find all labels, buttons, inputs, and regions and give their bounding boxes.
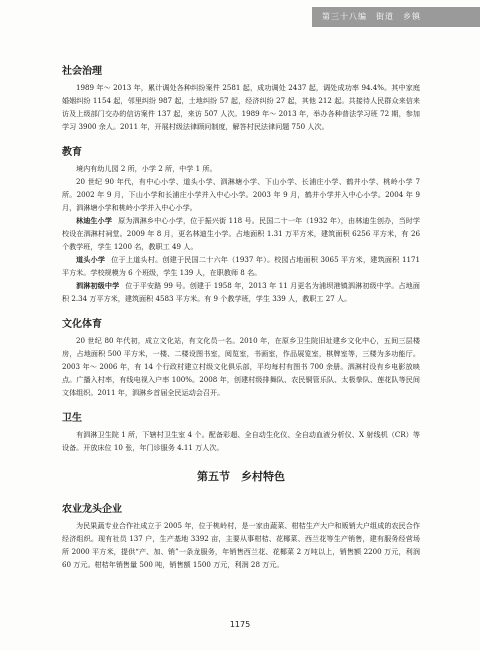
school-name: 泗淋初级中学 — [76, 281, 120, 290]
section-title: 农业龙头企业 — [62, 504, 122, 515]
paragraph — [62, 253, 420, 279]
paragraph: 20 世纪 80 年代初，成立文化站，有文化员一名。2010 年，在原乡卫生院旧址建乡文化中心，五间三层楼房，占地面积 500 平方米，一楼、二楼设图书室，阅览室，书画室，作品展览室，棋牌室等，三楼为多功能厅。2003 年～ 2006 年，有 14 个行政村建立村级文化俱乐部，平均每村有图书 700 余册。泗淋村设有乡电影放映点。广播入村率，有线电视入户率 100%。2008 年，创建村级排舞队、农民铜管乐队、太极拳队、莲花队等民间文体组织。2011 年，泗淋乡首届全民运动会召开。 — [62, 336, 420, 397]
section-social-governance — [62, 62, 420, 133]
section-title: 文化体育 — [62, 319, 102, 330]
section-title: 教育 — [62, 147, 82, 158]
section-title: 社会治理 — [62, 66, 102, 77]
page-header: 第三十八编 街道 乡镇 — [312, 7, 480, 27]
paragraph: 有泗淋卫生院 1 所，下辖村卫生室 4 个。配备彩超、全自动生化仪、全自动血液分析仪、X 射线机（CR）等设备。开放床位 10 张，年门诊服务 4.11 万人次。 — [62, 430, 420, 452]
page-content — [62, 62, 420, 581]
page-number: 1175 — [229, 620, 251, 629]
paragraph: 为民果蔬专业合作社成立于 2005 年，位于桃岭村，是一家由蔬菜、柑桔生产大户和贩销大户组成的农民合作经济组织。现有社员 137 户，生产基地 3392 亩，主要从事柑桔、花椰菜、西兰花等生产销售，建有服务经营场所 2000 平方米，提供“产、加、销”一条龙服务，年销售西兰花、花椰菜 2 万吨以上，销售额 2200 万元，利润 60 万元。柑桔年销售量 500 吨，销售额 1500 万元，利润 28 万元。 — [62, 521, 420, 569]
paragraph — [62, 214, 420, 253]
school-name: 林迪生小学 — [76, 216, 113, 225]
school-description: 原为泗淋乡中心小学，位于振兴街 118 号。民国二十一年（1932 年），由林迪生创办，当时学校设在泗淋村祠堂。2009 年 8 月，更名林迪生小学。占地面积 1.31 万平方米，建筑面积 6256 平方米，有 26 个教学班，学生 1200 名，教职工 49 人。 — [62, 216, 421, 251]
paragraph: 境内有幼儿园 2 所，小学 2 所，中学 1 所。 — [76, 164, 217, 173]
paragraph — [62, 279, 420, 305]
section-culture-sports — [62, 315, 420, 399]
paragraph: 1989 年～ 2013 年，累计调处各种纠纷案件 2581 起，成功调处 2437 起，调处成功率 94.4%。其中家庭婚姻纠纷 1154 起，邻里纠纷 987 起，土地纠纷 57 起，经济纠纷 27 起，其他 212 起。共接待人民群众来信来访及上级部门交办的信访案件 137 起，来访 507 人次。1989 年～ 2013 年，举办各种普法学习班 72 期，参加学习 3900 余人。2011 年，开展村级法律顾问制度，解答村民法律问题 750 人次。 — [62, 83, 420, 131]
section-agri-enterprise — [62, 500, 420, 571]
section-health — [62, 409, 420, 454]
school-description: 位于平安路 99 号。创建于 1958 年，2013 年 11 月更名为浦坝港镇泗淋初级中学。占地面积 2.34 万平方米，建筑面积 4583 平方米。有 9 个教学班，学生 339 人，教职工 27 人。 — [62, 281, 420, 303]
section-title: 卫生 — [62, 413, 82, 424]
school-name: 道头小学 — [76, 255, 106, 264]
paragraph: 20 世纪 90 年代，有中心小学、道头小学、泗淋塘小学、下山小学、长浦庄小学、鹤井小学、桃岭小学 7 所。2002 年 9 月，下山小学和长浦庄小学并入中心小学。2003 年 9 月，鹤井小学并入中心小学。2004 年 9 月，泗淋塘小学和桃岭小学并入中心小学。 — [62, 177, 420, 212]
chapter-title: 第五节 乡村特色 — [197, 470, 285, 483]
school-description: 位于上道头村。创建于民国二十六年（1937 年）。校园占地面积 3065 平方米，建筑面积 1171 平方米。学校规模为 6 个班级，学生 139 人，在职教师 8 名。 — [62, 255, 420, 277]
section-education — [62, 143, 420, 305]
